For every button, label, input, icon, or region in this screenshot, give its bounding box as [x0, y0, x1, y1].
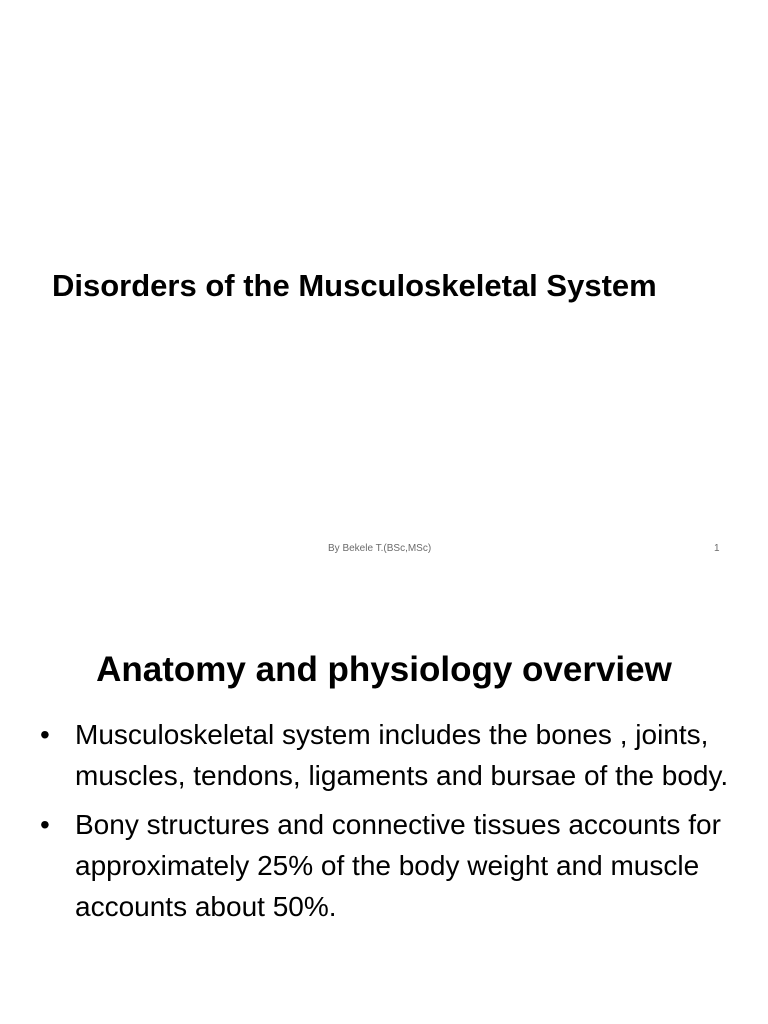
- bullet-list: [40, 714, 740, 935]
- slide-title: Disorders of the Musculoskeletal System: [52, 268, 657, 303]
- slide-title: Anatomy and physiology overview: [96, 650, 672, 689]
- list-item: [40, 804, 740, 927]
- bullet-icon: •: [40, 719, 50, 750]
- list-item: [40, 714, 740, 796]
- slide-footer: By Bekele T.(BSc,MSc): [328, 543, 432, 554]
- bullet-text: Musculoskeletal system includes the bones , joints, muscles, tendons, ligaments and bursae of the body.: [75, 719, 729, 791]
- page-number: 1: [714, 543, 720, 554]
- bullet-icon: •: [40, 809, 50, 840]
- bullet-text: Bony structures and connective tissues accounts for approximately 25% of the body weight and muscle accounts about 50%.: [75, 809, 721, 922]
- slide-2: [0, 580, 768, 1024]
